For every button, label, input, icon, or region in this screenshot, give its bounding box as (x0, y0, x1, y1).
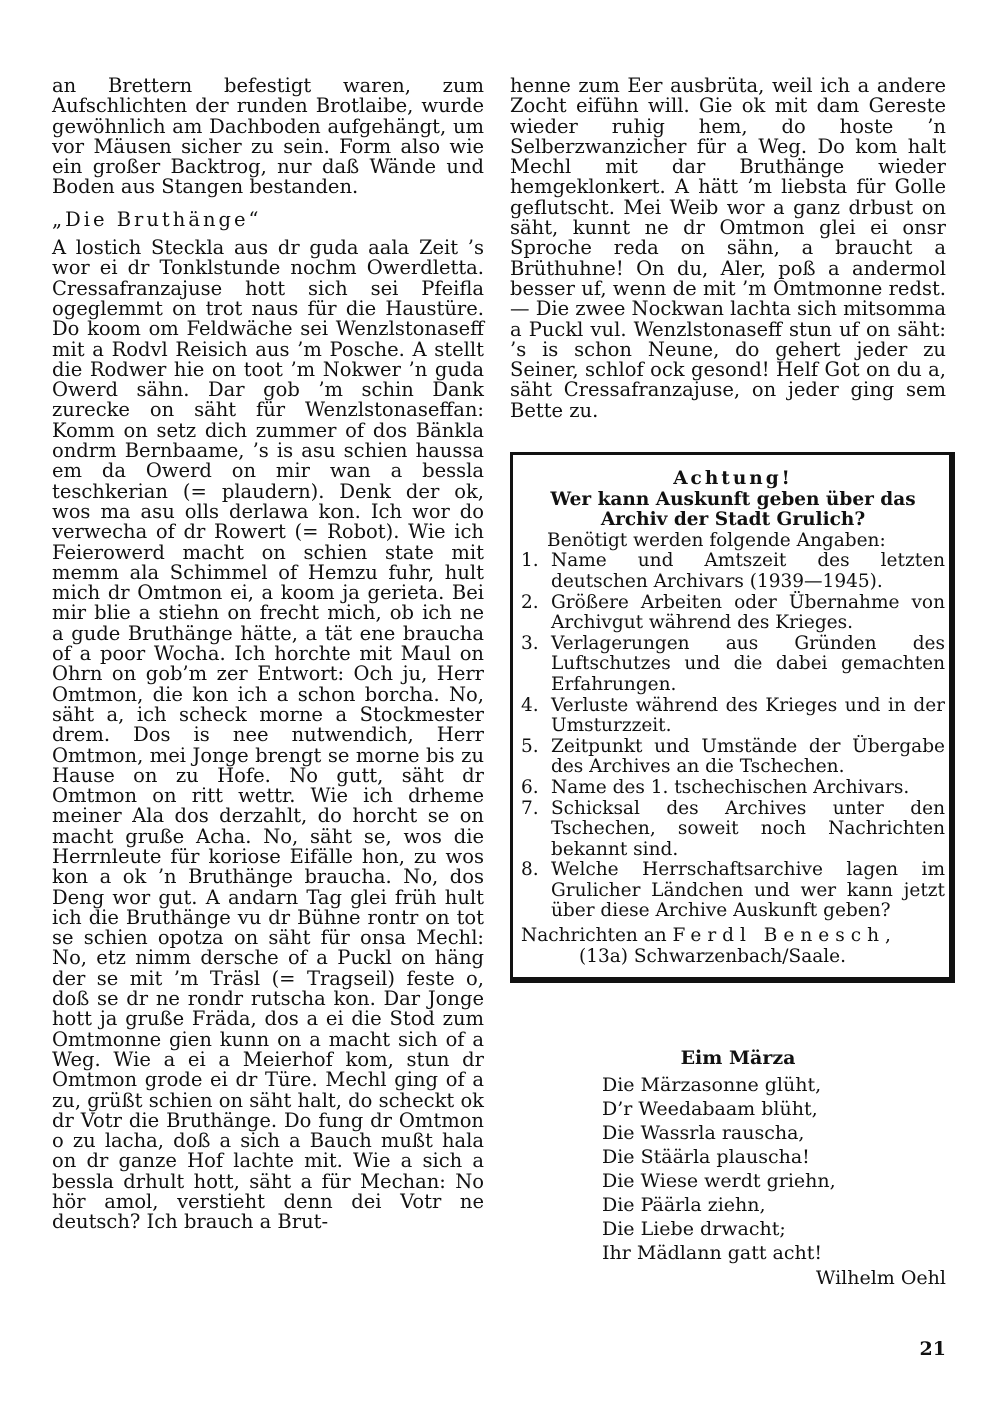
notice-item: 2. Größere Arbeiten oder Übernahme von Archivgut während des Krieges. (521, 591, 945, 634)
poem-line: Die Päärla ziehn, (602, 1194, 766, 1216)
notice-question: Wer kann Auskunft geben über das Archiv der Stadt Grulich? (550, 488, 916, 531)
notice-item: 7. Schicksal des Archives unter den Tschechen, soweit noch Nachrichten bekannt sind. (521, 797, 945, 860)
notice-item: 8. Welche Herrschaftsarchive lagen im Grulicher Ländchen und wer kann jetzt über diese Archive Auskunft geben? (521, 859, 945, 922)
poem-line: Ihr Mädlann gatt acht! (602, 1242, 823, 1264)
contact-prefix: Nachrichten an (521, 925, 667, 947)
left-column (52, 76, 484, 1233)
left-paragraph-1: an Brettern befestigt waren, zum Aufschlichten der runden Brotlaibe, wurde gewöhnlich am Dachboden aufgehängt, um vor Mäusen sicher zu sein. Form also wie ein großer Backtrog, nur daß Wände und Boden aus Stangen bestanden. (52, 74, 484, 199)
archive-notice-box (510, 452, 955, 983)
notice-contact (521, 926, 945, 947)
story-heading: „Die Bruthänge“ (52, 207, 262, 231)
poem (590, 1046, 946, 1290)
notice-list (521, 551, 945, 922)
page-number: 21 (919, 1338, 946, 1360)
poem-line: D’r Weedabaam blüht, (602, 1098, 818, 1120)
poem-line: Die Stäärla plauscha! (602, 1146, 810, 1168)
notice-title: Achtung! (673, 468, 793, 489)
contact-name: Ferdl Benesch, (672, 925, 897, 947)
left-paragraph-2: A lostich Steckla aus dr guda aala Zeit ’s wor ei dr Tonklstunde nochm Owerdletta. Cressafranzajuse hott sich sei Pfeifla ogeglemmt on trot naus für die Haustüre. Do koom om Feldwäche sei Wenzlstonaseff mit a Rodvl Reisich aus ’m Posche. A stellt die Rodwer hie on toot ’m Nokwer ’n guda Owerd sähn. Dar gob ’m schin Dank zurecke on säht für Wenzlstonaseffan: Komm on setz dich zummer of dos Bänkla ondrm Bernbaame, ’s is asu schien haussa em da Owerd on mir wan a bessla teschkerian (= plaudern). Denk der ok, wos ma asu olls derlawa kon. Ich wor do verwecha of dr Rowert (= Robot). Wie ich Feierowerd macht on schien state mit memm ala Schimmel of Hemzu fuhr, hult mich dr Omtmon ei, a koom ja gerieta. Bei mir blie a stiehn on frecht mich, ob ich ne a gude Bruthänge hätte, a tät ene braucha of a poor Wocha. Ich horchte mit Maul on Ohrn on gob’m zer Entwort: Och ju, Herr Omtmon, die kon ich a schon borcha. No, säht a, ich scheck morne a Stockmester drem. Dos is nee nutwendich, Herr Omtmon, mei Jonge brengt se morne bis zu Hause on zu Hofe. No gutt, säht dr Omtmon on ritt wettr. Wie ich drheme meiner Ala dos derzahlt, do horcht se on macht gruße Acha. No, säht se, wos die Herrnleute für koriose Eifälle hon, zu wos kon a ok ’n Bruthänge braucha. No, dos Deng wor gut. A andarn Tag glei früh hult ich die Bruthänge vu dr Bühne rontr on tot se schien opotza on säht für onsa Mechl: No, etz nimm dersche of a Puckl on häng der se mit ’m Träsl (= Tragseil) feste o, doß se dr ne rondr rutscha kon. Dar Jonge hott ja gruße Fräda, dos a ei die Stod zum Omtmonne gien kunn on a macht sich of a Weg. Wie a ei a Meierhof kom, stun dr Omtmon grode ei dr Türe. Mechl ging of a zu, grüßt schien on säht halt, do scheckt ok dr Votr die Bruthänge. Do fung dr Omtmon o zu lacha, doß a sich a Bauch mußt hala on dr ganze Hof lachte mit. Wie a sich a bessla drhult hott, säht a für Mechan: No hör amol, verstieht denn dei Votr ne deutsch? Ich brauch a Brut- (52, 236, 484, 1234)
right-column (510, 76, 946, 421)
notice-item: 1. Name und Amtszeit des letzten deutschen Archivars (1939—1945). (521, 550, 945, 592)
notice-item: 4. Verluste während des Krieges und in der Umsturzzeit. (521, 694, 945, 737)
notice-item: 5. Zeitpunkt und Umstände der Übergabe des Archives an die Tschechen. (521, 735, 945, 778)
notice-item: 3. Verlagerungen aus Gründen des Luftschutzes und die dabei gemachten Erfahrungen. (521, 632, 945, 695)
poem-line: Die Wiese werdt griehn, (602, 1170, 836, 1192)
notice-intro: Benötigt werden folgende Angaben: (547, 529, 886, 551)
poem-author: Wilhelm Oehl (815, 1267, 946, 1289)
poem-title: Eim Märza (680, 1047, 796, 1069)
poem-line: Die Wassrla rauscha, (602, 1122, 805, 1144)
right-paragraph-1: henne zum Eer ausbrüta, weil ich a andere Zocht eifühn will. Gie ok mit dam Gereste wieder ruhig hem, do hoste ’n Selberzwanzicher für a Weg. Do kom halt Mechl mit dar Bruthänge wieder hemgeklonkert. A hätt ’m liebsta für Golle geflutscht. Mei Weib wor a ganz drbust on säht, kunnt ne dr Omtmon glei ei onsr Sproche reda on sähn, a braucht a Brüthuhne! On du, Aler, poß a andermol besser uf, wenn de mit ’m Omtmonne redst. — Die zwee Nockwan lachta sich mitsomma a Puckl vul. Wenzlstonaseff stun uf on säht: ’s is schon Neune, do gehert jeder zu Seiner, schlof ock gesond! Helf Got on du a, säht Cressafranzajuse, on jeder ging sem Bette zu. (510, 74, 947, 422)
notice-item: 6. Name des 1. tschechischen Archivars. (521, 776, 910, 798)
poem-line: Die Märzasonne glüht, (602, 1074, 822, 1096)
contact-address: (13a) Schwarzenbach/Saale. (579, 945, 847, 967)
poem-line: Die Liebe drwacht; (602, 1218, 786, 1240)
